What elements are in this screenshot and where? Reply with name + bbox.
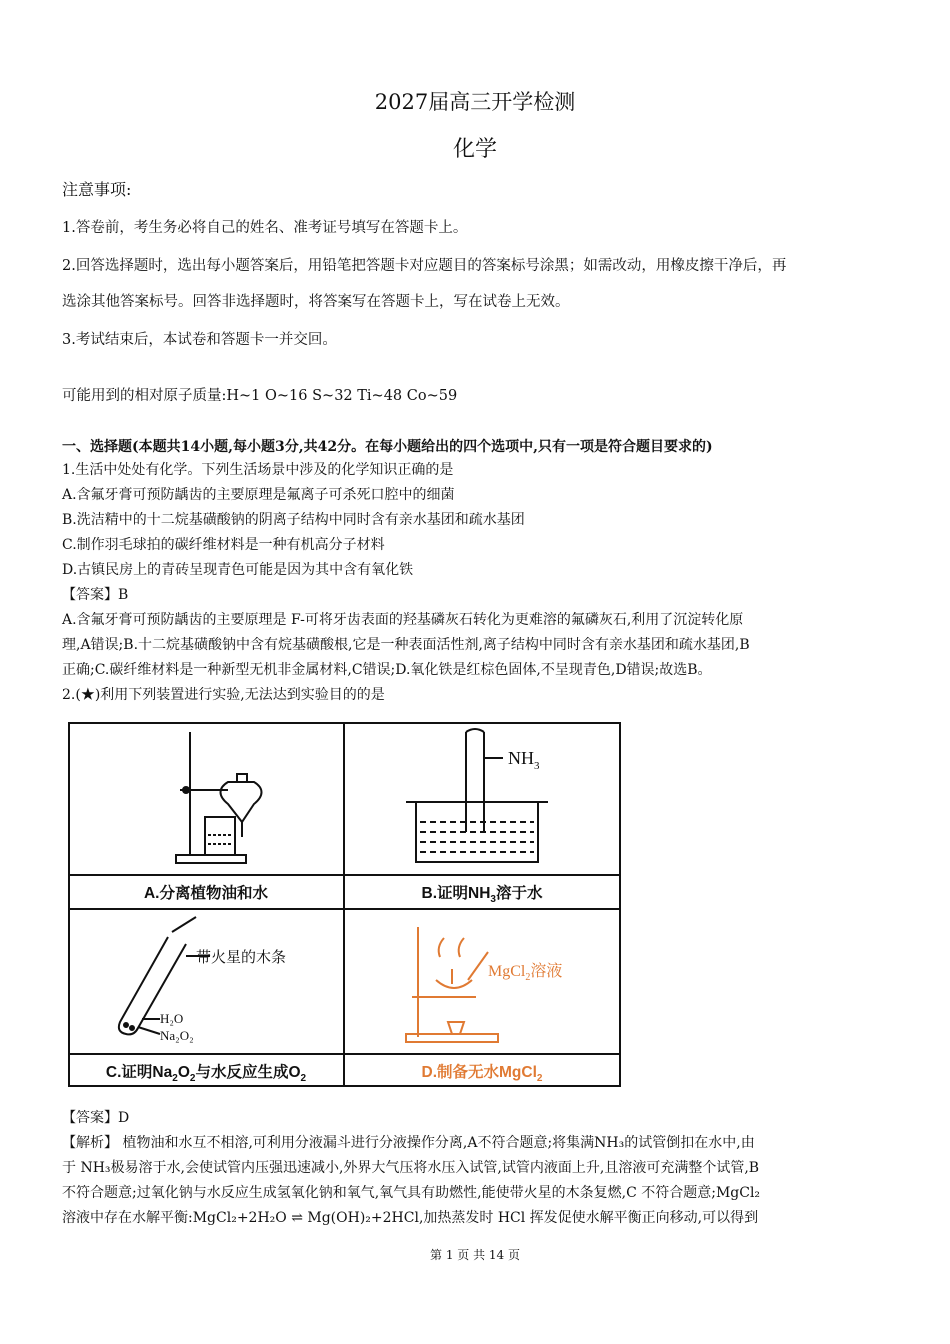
evaporation-apparatus: [406, 927, 498, 1042]
q1-option-a: A.含氟牙膏可预防龋齿的主要原理是氟离子可杀死口腔中的细菌: [62, 487, 455, 503]
q1-option-d: D.古镇民房上的青砖呈现青色可能是因为其中含有氧化铁: [62, 562, 414, 578]
mgcl2-solution-label: MgCl$_2$溶液: [488, 963, 563, 983]
q1-option-b: B.洗洁精中的十二烷基磺酸钠的阴离子结构中同时含有亲水基团和疏水基团: [62, 512, 525, 528]
separatory-funnel-apparatus: [176, 732, 262, 863]
atomic-mass-line: 可能用到的相对原子质量:H~1 O~16 S~32 Ti~48 Co~59: [62, 388, 458, 404]
note-item-2-line-1: 2.回答选择题时，选出每小题答案后，用铅笔把答题卡对应题目的答案标号涂黑；如需改动，用橡皮擦干净后，再: [62, 258, 787, 274]
ammonia-label: $NH_3$: [508, 748, 540, 772]
caption-a: A.分离植物油和水: [143, 885, 269, 902]
q1-explanation-line-2: 理,A错误;B.十二烷基磺酸钠中含有烷基磺酸根,它是一种表面活性剂,离子结构中同时含有亲水基团和疏水基团,B: [62, 637, 750, 653]
note-item-3: 3.考试结束后，本试卷和答题卡一并交回。: [62, 332, 337, 348]
caption-d: D.制备无水MgCl$_2$: [421, 1064, 543, 1084]
q2-explanation-line-4: 溶液中存在水解平衡:MgCl₂+2H₂O ⇌ Mg(OH)₂+2HCl,加热蒸发时 HCl 挥发促使水解平衡正向移动,可以得到: [62, 1210, 759, 1226]
note-item-1: 1.答卷前，考生务必将自己的姓名、准考证号填写在答题卡上。: [62, 220, 468, 236]
exam-title: 2027届高三开学检测: [374, 90, 576, 114]
q1-option-c: C.制作羽毛球拍的碳纤维材料是一种有机高分子材料: [62, 537, 385, 553]
sodium-peroxide-label: Na₂O₂: [160, 1028, 194, 1043]
q2-answer: 【答案】D: [62, 1110, 130, 1126]
water-label: H₂O: [160, 1011, 184, 1026]
q1-explanation-line-3: 正确;C.碳纤维材料是一种新型无机非金属材料,C错误;D.氧化铁是红棕色固体,不呈现青色,D错误;故选B。: [62, 662, 712, 678]
q1-stem: 1.生活中处处有化学。下列生活场景中涉及的化学知识正确的是: [62, 462, 454, 478]
apparatus-figure: [68, 722, 621, 1087]
notes-heading: 注意事项:: [62, 180, 132, 199]
caption-c: C.证明$Na_2O_2$与水反应生成$O_2$: [105, 1064, 307, 1084]
q1-answer: 【答案】B: [62, 587, 129, 603]
subject-title: 化学: [452, 137, 497, 162]
q2-explanation-line-2: 于 NH₃极易溶于水,会使试管内压强迅速减小,外界大气压将水压入试管,试管内液面上升,且溶液可充满整个试管,B: [62, 1160, 760, 1176]
q2-explanation-line-3: 不符合题意;过氧化钠与水反应生成氢氧化钠和氧气,氧气具有助燃性,能使带火星的木条复燃,C 不符合题意;MgCl₂: [62, 1185, 761, 1201]
q1-explanation-line-1: A.含氟牙膏可预防龋齿的主要原理是 F-可将牙齿表面的羟基磷灰石转化为更难溶的氟磷灰石,利用了沉淀转化原: [62, 612, 744, 628]
q2-explanation-line-1: 【解析】 植物油和水互不相溶,可利用分液漏斗进行分液操作分离,A不符合题意;将集满NH₃的试管倒扣在水中,由: [62, 1135, 755, 1151]
section-heading: 一、选择题(本题共14小题,每小题3分,共42分。在每小题给出的四个选项中,只有一项是符合题目要求的): [62, 439, 713, 455]
glowing-splint-label: 带火星的木条: [196, 948, 287, 966]
note-item-2-line-2: 选涂其他答案标号。回答非选择题时，将答案写在答题卡上，写在试卷上无效。: [62, 294, 570, 310]
caption-b: B.证明$NH_3$溶于水: [421, 885, 543, 905]
page-footer: 第 1 页 共 14 页: [430, 1248, 520, 1262]
q2-stem: 2.(★)利用下列装置进行实验,无法达到实验目的的是: [62, 687, 385, 703]
